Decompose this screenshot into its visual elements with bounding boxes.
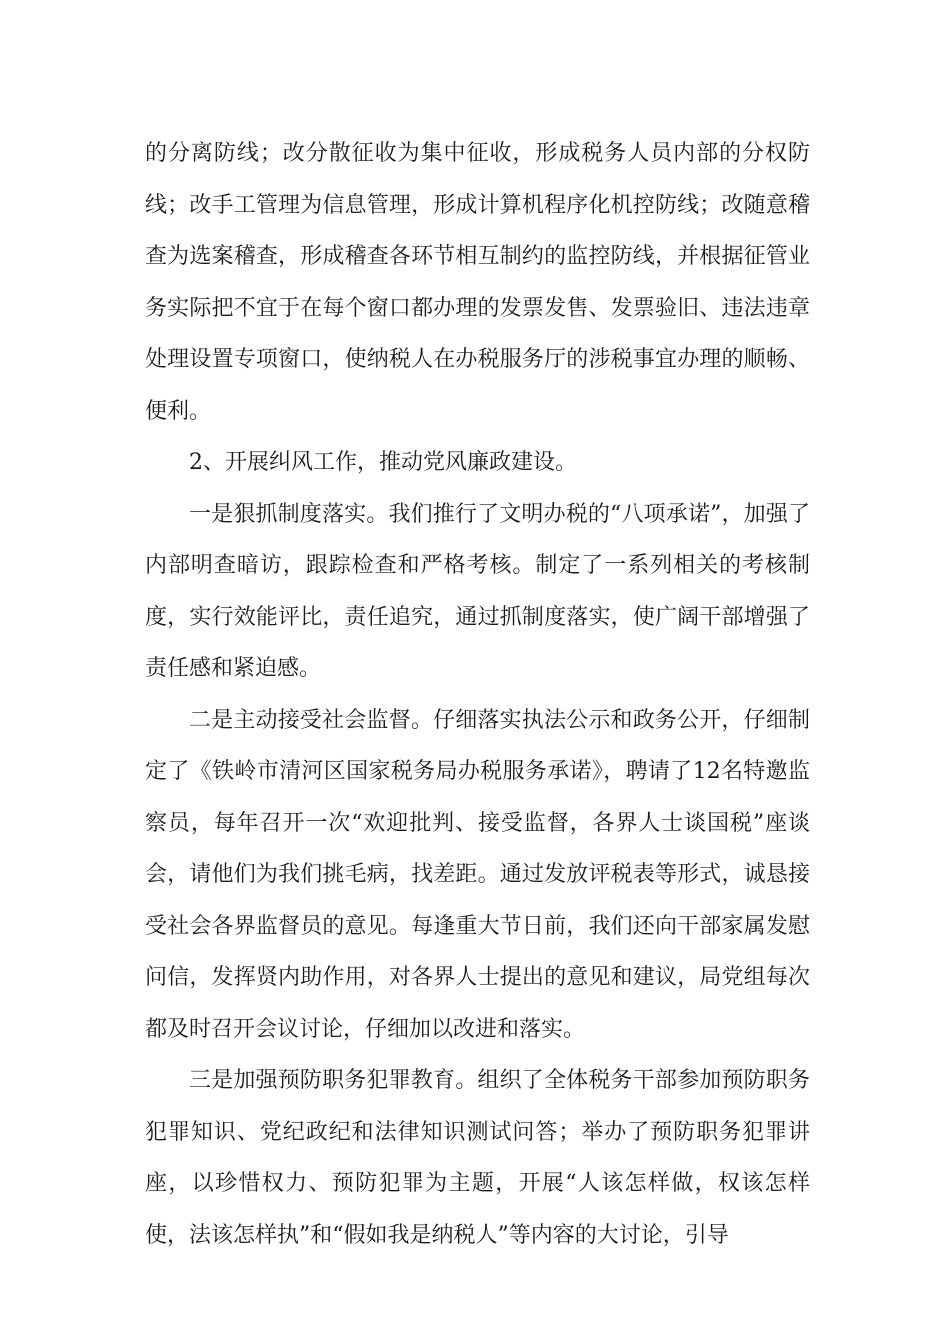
paragraph-supervision: 二是主动接受社会监督。仔细落实执法公示和政务公开，仔细制定了《铁岭市清河区国家税务局办税服务承诺》，聘请了12名特邀监察员，每年召开一次“欢迎批判、接受监督，各界人士谈国税”座谈会，请他们为我们挑毛病，找差距。通过发放评税表等形式，诚恳接受社会各界监督员的意见。每逢重大节日前，我们还向干部家属发慰问信，发挥贤内助作用，对各界人士提出的意见和建议，局党组每次都及时召开会议讨论，仔细加以改进和落实。 [145,707,810,1042]
paragraph-continuation: 的分离防线；改分散征收为集中征收，形成税务人员内部的分权防线；改手工管理为信息管理，形成计算机程序化机控防线；改随意稽查为选案稽查，形成稽查各环节相互制约的监控防线，并根据征管业务实际把不宜于在每个窗口都办理的发票发售、发票验旧、违法违章处理设置专项窗口，使纳税人在办税服务厅的涉税事宜办理的顺畅、便利。 [145,141,810,424]
paragraph-institution: 一是狠抓制度落实。我们推行了文明办税的“八项承诺”，加强了内部明查暗访，跟踪检查和严格考核。制定了一系列相关的考核制度，实行效能评比，责任追究，通过抓制度落实，使广阔干部增强了责任感和紧迫感。 [145,501,810,681]
paragraph-prevention: 三是加强预防职务犯罪教育。组织了全体税务干部参加预防职务犯罪知识、党纪政纪和法律知识测试问答；举办了预防职务犯罪讲座，以珍惜权力、预防犯罪为主题，开展“人该怎样做，权该怎样使，法该怎样执”和“假如我是纳税人”等内容的大讨论，引导 [145,1068,810,1248]
paragraph-section-heading: 2、开展纠风工作，推动党风廉政建设。 [189,450,577,475]
document-body [145,128,810,1261]
